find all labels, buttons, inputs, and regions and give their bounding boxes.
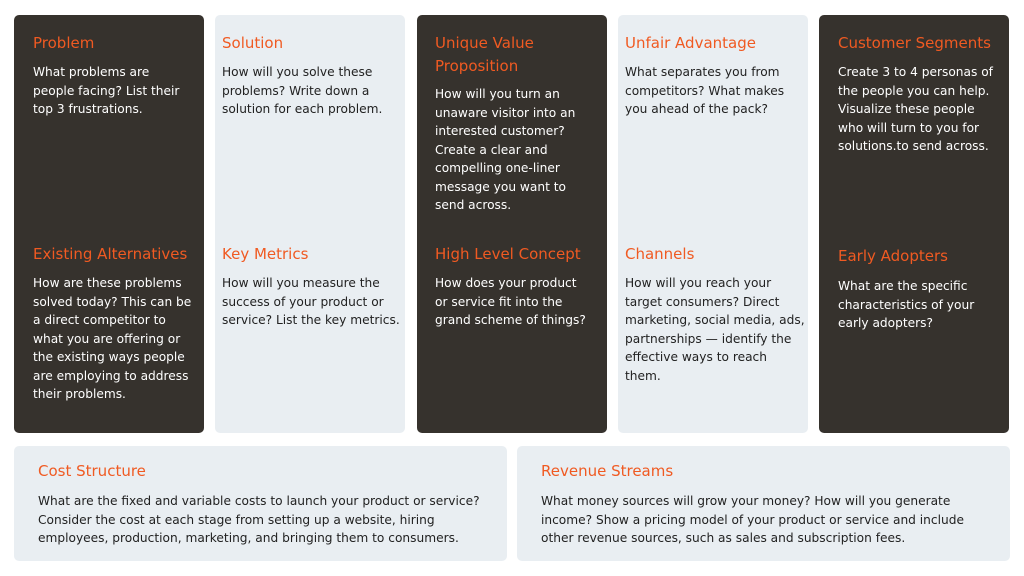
existing-alternatives-title: Existing Alternatives: [33, 245, 188, 263]
problem-text: What problems are people facing? List their top 3 frustrations.: [33, 65, 180, 116]
customer-segments-column: [819, 15, 1009, 433]
high-level-concept-title: High Level Concept: [435, 245, 581, 263]
unique-value-proposition-text: How will you turn an unaware visitor into an interested customer? Create a clear and compelling one-liner message you want to send across.: [435, 87, 576, 212]
problem-title: Problem: [33, 34, 95, 52]
unique-value-proposition-title: Unique Value Proposition: [435, 34, 534, 75]
cost-structure-panel: [14, 446, 507, 561]
unfair-advantage-title: Unfair Advantage: [625, 34, 756, 52]
channels-text: How will you reach your target consumers? Direct marketing, social media, ads, partnerships — identify the effective ways to reach them.: [625, 276, 805, 383]
cost-structure-title: Cost Structure: [38, 462, 146, 480]
problem-column: [14, 15, 204, 433]
unfair-advantage-text: What separates you from competitors? What makes you ahead of the pack?: [625, 65, 785, 116]
key-metrics-title: Key Metrics: [222, 245, 309, 263]
solution-text: How will you solve these problems? Write down a solution for each problem.: [222, 65, 383, 116]
existing-alternatives-text: How are these problems solved today? This can be a direct competitor to what you are offering or the existing ways people are employing to address their problems.: [33, 276, 192, 401]
customer-segments-text: Create 3 to 4 personas of the people you can help. Visualize these people who will turn to you for solutions.to send across.: [838, 65, 993, 153]
key-metrics-text: How will you measure the success of your product or service? List the key metrics.: [222, 276, 400, 327]
solution-title: Solution: [222, 34, 284, 52]
channels-title: Channels: [625, 245, 695, 263]
early-adopters-title: Early Adopters: [838, 247, 948, 265]
revenue-streams-text: What money sources will grow your money? How will you generate income? Show a pricing model of your product or service and include other revenue sources, such as sales and subscription fees.: [541, 494, 964, 545]
customer-segments-title: Customer Segments: [838, 34, 991, 52]
revenue-streams-title: Revenue Streams: [541, 462, 674, 480]
early-adopters-text: What are the specific characteristics of your early adopters?: [838, 279, 975, 330]
high-level-concept-text: How does your product or service fit into the grand scheme of things?: [435, 276, 586, 327]
cost-structure-text: What are the fixed and variable costs to launch your product or service? Consider the cost at each stage from setting up a website, hiring employees, production, marketing, and bringing them to consumers.: [38, 494, 480, 545]
unique-value-proposition-column: [417, 15, 607, 433]
solution-column: [215, 15, 405, 433]
revenue-streams-panel: [517, 446, 1010, 561]
unfair-advantage-column: [618, 15, 808, 433]
